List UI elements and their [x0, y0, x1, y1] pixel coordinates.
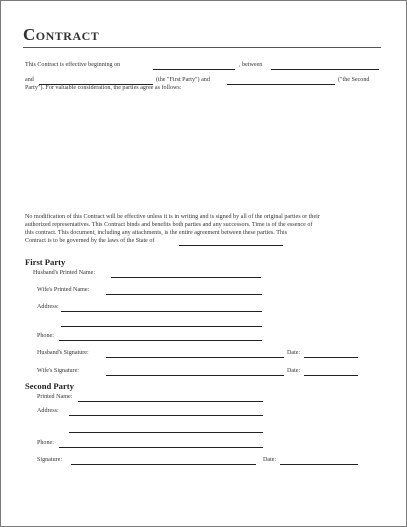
first-party-address-field-2[interactable] — [61, 326, 262, 327]
second-party-signature-field[interactable] — [71, 464, 256, 465]
second-party-date-label: Date: — [263, 457, 277, 463]
second-party-phone-field[interactable] — [59, 447, 263, 448]
first-party-phone-field[interactable] — [59, 340, 262, 341]
second-party-printed-name-label: Printed Name: — [37, 394, 73, 400]
closing-line4: Contract is to be governed by the laws of the State of — [25, 238, 155, 244]
wife-date-field[interactable] — [304, 375, 358, 376]
intro-line2-middle: (the "First Party") and — [156, 77, 210, 83]
first-party-name-field[interactable] — [271, 69, 379, 70]
second-party-signature-label: Signature: — [37, 457, 63, 463]
title-divider — [23, 47, 381, 48]
second-party-address-label: Address: — [37, 408, 59, 414]
closing-line1: No modification of this Contract will be effective unless it is in writing and is signed by all of the original parties or their — [25, 214, 320, 220]
intro-line2-end: ("the Second — [338, 77, 370, 83]
second-party-printed-name-field[interactable] — [78, 401, 263, 402]
wife-signature-field[interactable] — [106, 375, 284, 376]
intro-line1-end: , between — [239, 62, 263, 68]
husband-printed-name-field[interactable] — [111, 277, 261, 278]
second-party-address-field-1[interactable] — [69, 415, 263, 416]
second-party-name-field[interactable] — [227, 84, 335, 85]
husband-printed-name-label: Husband's Printed Name: — [33, 270, 96, 276]
first-party-address-field-1[interactable] — [61, 311, 262, 312]
wife-printed-name-label: Wife's Printed Name: — [37, 287, 90, 293]
wife-signature-label: Wife's Signature: — [37, 368, 79, 374]
husband-date-label: Date: — [287, 350, 301, 356]
first-party-heading: First Party — [25, 257, 66, 267]
husband-signature-label: Husband's Signature: — [37, 350, 89, 356]
second-party-phone-label: Phone: — [37, 440, 54, 446]
page-title: Contract — [23, 25, 100, 44]
second-party-address-field-2[interactable] — [69, 432, 263, 433]
intro-line1-start: This Contract is effective beginning on — [25, 62, 121, 68]
closing-line3: this contract. This document, including any attachments, is the entire agreement between these parties. This — [25, 230, 288, 236]
first-party-phone-label: Phone: — [37, 333, 54, 339]
wife-printed-name-field[interactable] — [106, 294, 262, 295]
intro-line2-start: and — [25, 77, 34, 83]
second-party-heading: Second Party — [25, 381, 74, 391]
start-date-field[interactable] — [153, 69, 235, 70]
intro-line3: Party"). For valuable consideration, the parties agree as follows: — [25, 85, 182, 91]
wife-date-label: Date: — [287, 368, 301, 374]
second-party-date-field[interactable] — [280, 464, 358, 465]
closing-line2: authorized representatives. This Contract binds and benefits both parties and any successors. Time is of the essence of — [25, 222, 313, 228]
governing-state-field[interactable] — [179, 245, 283, 246]
husband-signature-field[interactable] — [106, 357, 284, 358]
first-party-address-label: Address: — [37, 304, 59, 310]
husband-date-field[interactable] — [304, 357, 358, 358]
